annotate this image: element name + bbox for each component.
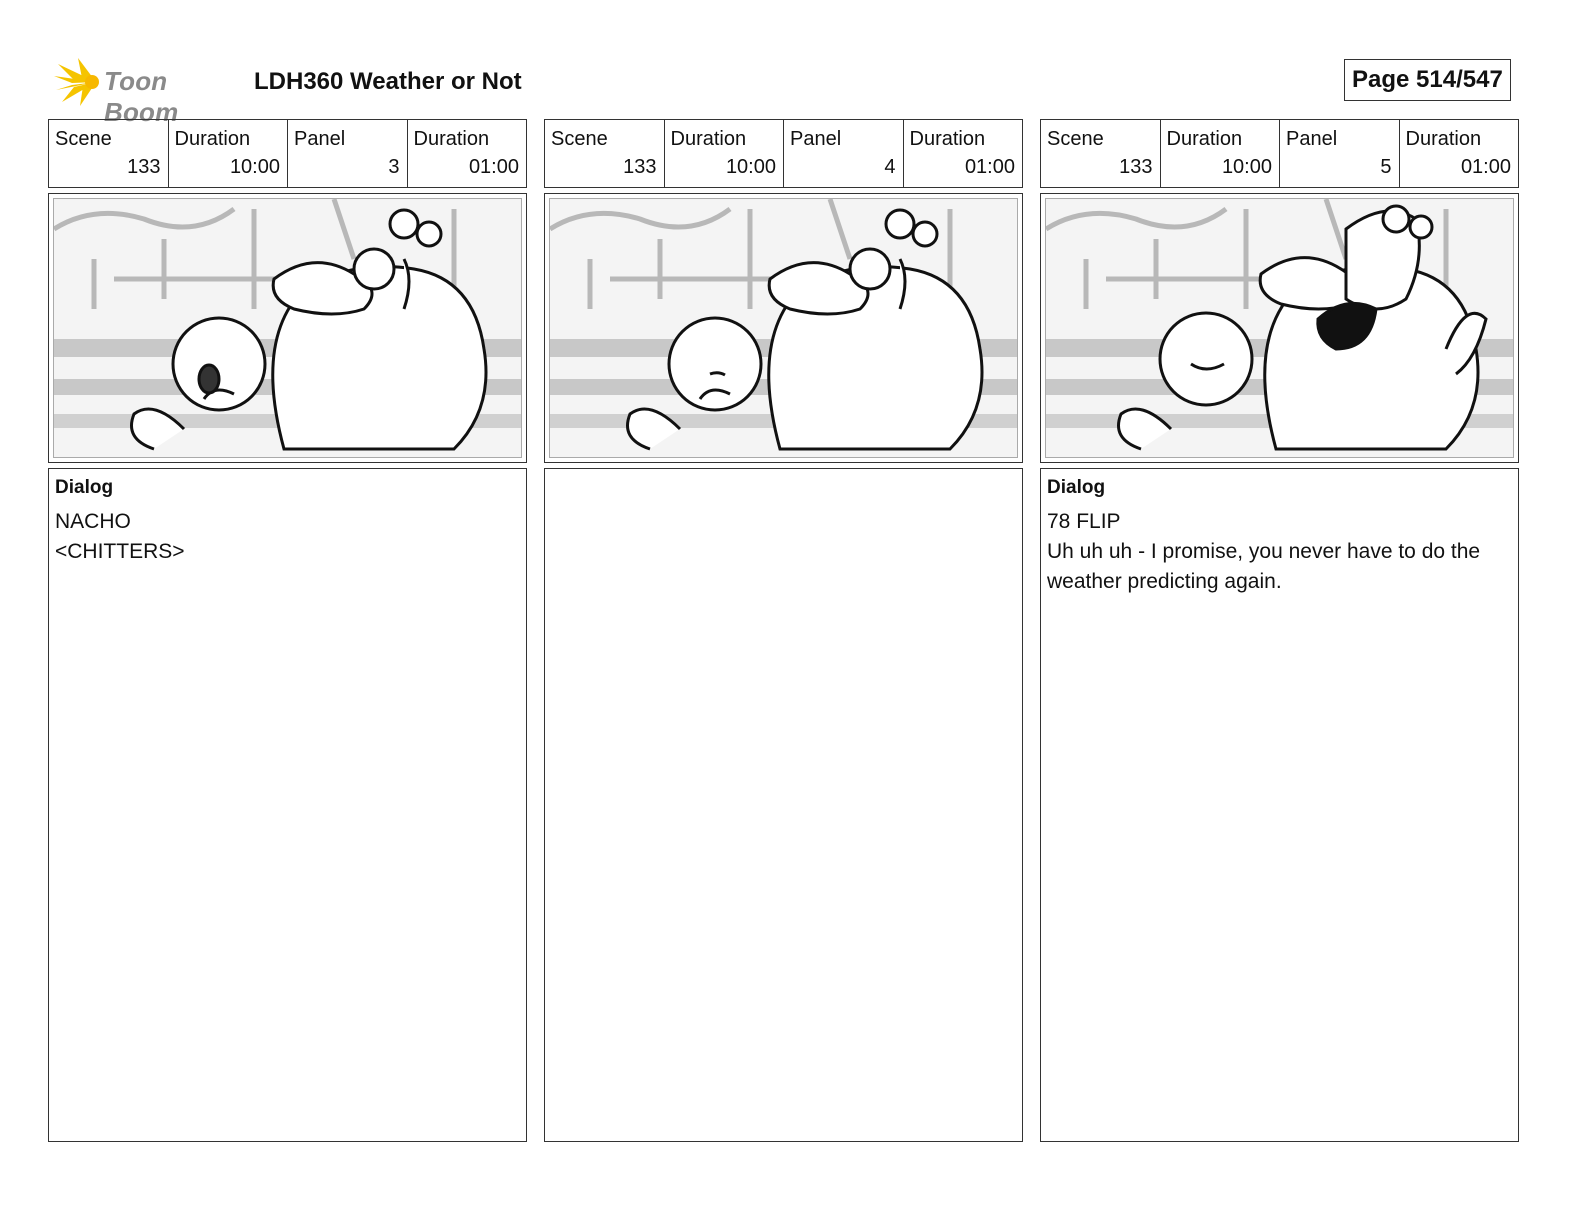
scene-label: Scene xyxy=(1047,128,1104,150)
panel-info-row xyxy=(544,119,1023,188)
scene-value: 133 xyxy=(1119,156,1153,178)
scene-label: Scene xyxy=(551,128,608,150)
duration-label: Duration xyxy=(174,128,251,150)
panel-info-row xyxy=(1040,119,1519,188)
production-title: LDH360 Weather or Not xyxy=(254,68,522,95)
panel-duration-cell xyxy=(1400,120,1519,187)
scene-value: 133 xyxy=(623,156,657,178)
panel-duration-cell xyxy=(408,120,527,187)
scene-label: Scene xyxy=(55,128,112,150)
dialog-label: Dialog xyxy=(1047,477,1106,498)
scene-cell xyxy=(1041,120,1161,187)
dialog-box xyxy=(1040,468,1519,1142)
panel-image xyxy=(1040,193,1519,463)
scene-cell xyxy=(49,120,169,187)
panel-label: Panel xyxy=(790,128,842,150)
panel-duration-cell xyxy=(904,120,1023,187)
panel-label: Panel xyxy=(1286,128,1338,150)
storyboard-sketch xyxy=(1046,199,1513,457)
panel-duration-value: 01:00 xyxy=(1460,156,1511,178)
duration-label: Duration xyxy=(413,128,490,150)
dialog-text xyxy=(55,507,516,567)
panel-value: 4 xyxy=(884,156,896,178)
duration-label: Duration xyxy=(1405,128,1482,150)
starburst-icon xyxy=(52,56,104,108)
panel-image xyxy=(48,193,527,463)
scene-cell xyxy=(545,120,665,187)
storyboard-sketch xyxy=(550,199,1017,457)
dialog-line: NACHO xyxy=(55,510,131,533)
dialog-line: <CHITTERS> xyxy=(55,540,185,563)
scene-duration-cell xyxy=(1161,120,1281,187)
dialog-text xyxy=(1047,507,1508,597)
panel-label: Panel xyxy=(294,128,346,150)
duration-label: Duration xyxy=(1166,128,1243,150)
dialog-box xyxy=(48,468,527,1142)
panel-cell xyxy=(1280,120,1400,187)
dialog-box xyxy=(544,468,1023,1142)
duration-label: Duration xyxy=(670,128,747,150)
panel-value: 5 xyxy=(1380,156,1392,178)
dialog-line: Uh uh uh - I promise, you never have to do the weather predicting again. xyxy=(1047,540,1486,593)
panel-cell xyxy=(784,120,904,187)
panel-duration-value: 01:00 xyxy=(964,156,1015,178)
storyboard-sketch xyxy=(54,199,521,457)
toon-boom-logo xyxy=(50,54,240,127)
page-number: Page 514/547 xyxy=(1344,59,1511,101)
scene-duration-value: 10:00 xyxy=(1221,156,1272,178)
dialog-label: Dialog xyxy=(55,477,114,498)
scene-duration-cell xyxy=(169,120,289,187)
panel-duration-value: 01:00 xyxy=(468,156,519,178)
scene-duration-value: 10:00 xyxy=(229,156,280,178)
scene-duration-cell xyxy=(665,120,785,187)
panel-cell xyxy=(288,120,408,187)
page-header xyxy=(50,54,1540,127)
duration-label: Duration xyxy=(909,128,986,150)
dialog-line: 78 FLIP xyxy=(1047,510,1121,533)
scene-duration-value: 10:00 xyxy=(725,156,776,178)
panel-image xyxy=(544,193,1023,463)
scene-value: 133 xyxy=(127,156,161,178)
logo-wordmark: Toon Boom xyxy=(104,66,179,127)
panel-info-row xyxy=(48,119,527,188)
panel-value: 3 xyxy=(388,156,400,178)
